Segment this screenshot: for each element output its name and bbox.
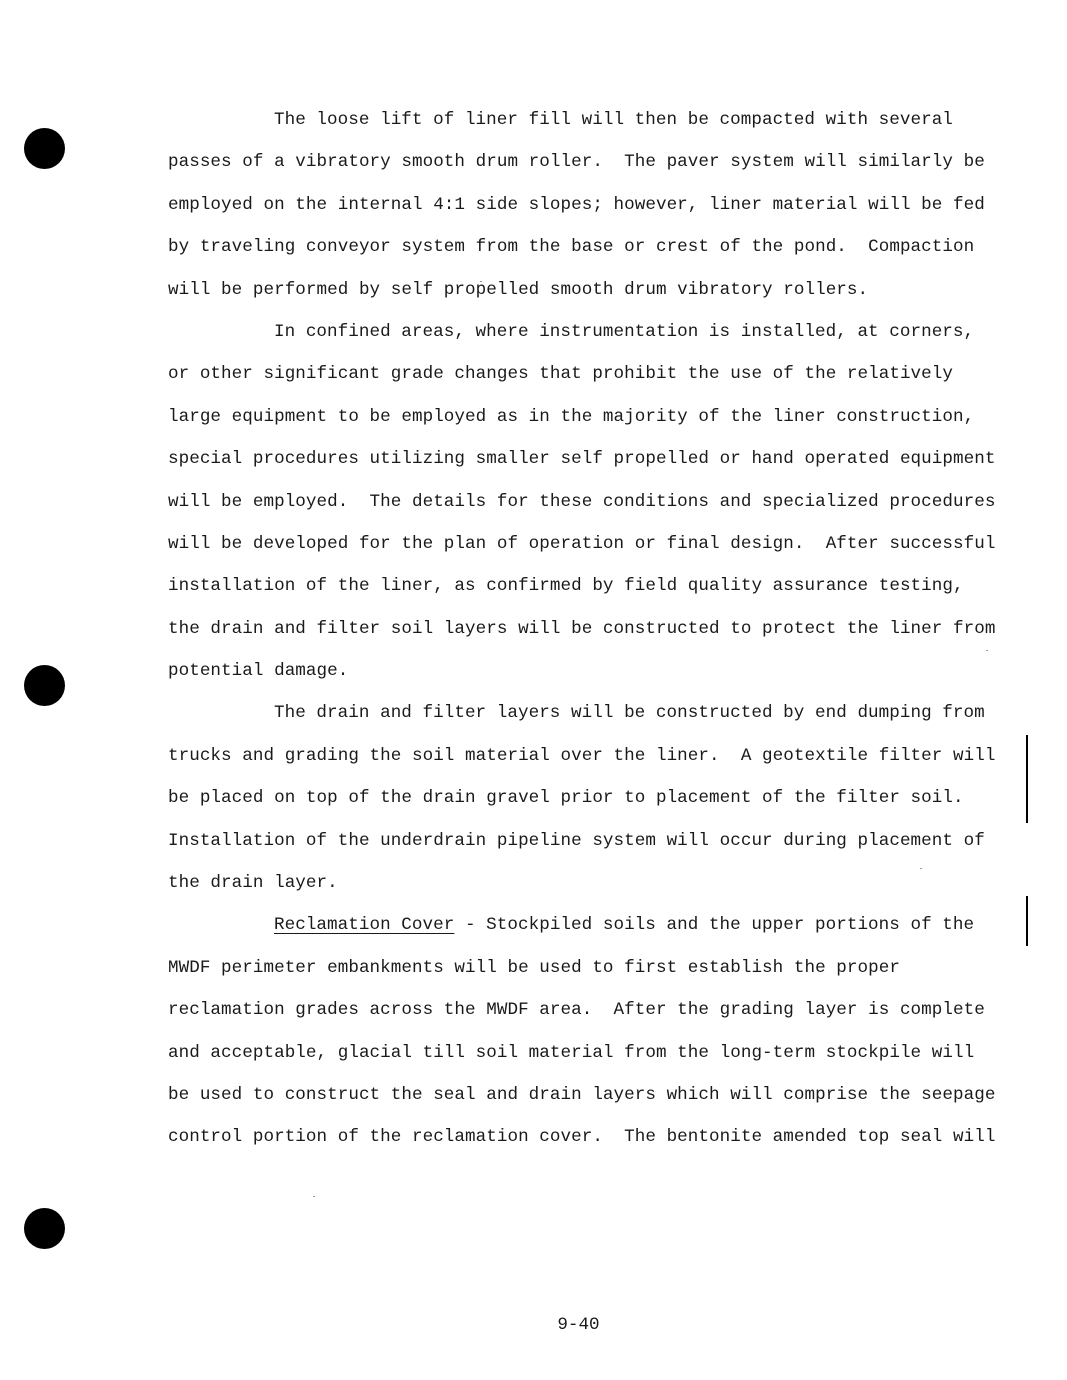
text-line: installation of the liner, as confirmed by field quality assurance testing, <box>168 576 964 597</box>
page-number: 9-40 <box>557 1315 600 1335</box>
text-line: large equipment to be employed as in the majority of the liner construction, <box>168 406 975 427</box>
text-line: the drain and filter soil layers will be constructed to protect the liner from <box>168 618 996 639</box>
text-line-rest: - Stockpiled soils and the upper portions of the <box>454 915 975 936</box>
text-line: be used to construct the seal and drain layers which will comprise the seepage <box>168 1084 996 1105</box>
text-line: or other significant grade changes that prohibit the use of the relatively <box>168 364 953 385</box>
text-line: In confined areas, where instrumentation is installed, at corners, <box>274 321 975 342</box>
binder-hole-middle <box>24 665 65 706</box>
text-line: employed on the internal 4:1 side slopes; however, liner material will be fed <box>168 194 985 215</box>
text-line: will be performed by self propelled smooth drum vibratory rollers. <box>168 279 869 300</box>
text-line: potential damage. <box>168 661 349 682</box>
text-line: MWDF perimeter embankments will be used to first establish the proper <box>168 957 900 978</box>
text-line: special procedures utilizing smaller self propelled or hand operated equipment <box>168 449 996 470</box>
scan-speck <box>313 1196 315 1197</box>
body-text <box>168 99 998 1159</box>
text-line: will be developed for the plan of operation or final design. After successful <box>168 533 996 554</box>
text-line: The drain and filter layers will be constructed by end dumping from <box>274 703 985 724</box>
text-line: be placed on top of the drain gravel prior to placement of the filter soil. <box>168 788 964 809</box>
text-line: by traveling conveyor system from the base or crest of the pond. Compaction <box>168 237 975 258</box>
text-line: the drain layer. <box>168 873 338 894</box>
text-line: will be employed. The details for these conditions and specialized procedures <box>168 491 996 512</box>
revision-bar <box>1026 735 1028 823</box>
text-line: The loose lift of liner fill will then be compacted with several <box>274 110 953 130</box>
text-line: reclamation grades across the MWDF area. After the grading layer is complete <box>168 1000 985 1021</box>
revision-bar <box>1026 896 1028 946</box>
text-line: and acceptable, glacial till soil material from the long-term stockpile will <box>168 1042 975 1063</box>
text-line: trucks and grading the soil material over the liner. A geotextile filter will <box>168 745 996 766</box>
binder-hole-bottom <box>24 1208 65 1249</box>
text-line: passes of a vibratory smooth drum roller. The paver system will similarly be <box>168 152 985 173</box>
section-heading: Reclamation Cover <box>274 915 455 936</box>
binder-hole-top <box>24 128 65 169</box>
text-line: Installation of the underdrain pipeline system will occur during placement of <box>168 830 985 851</box>
text-line: control portion of the reclamation cover. The bentonite amended top seal will <box>168 1127 996 1148</box>
text-line <box>168 904 998 946</box>
